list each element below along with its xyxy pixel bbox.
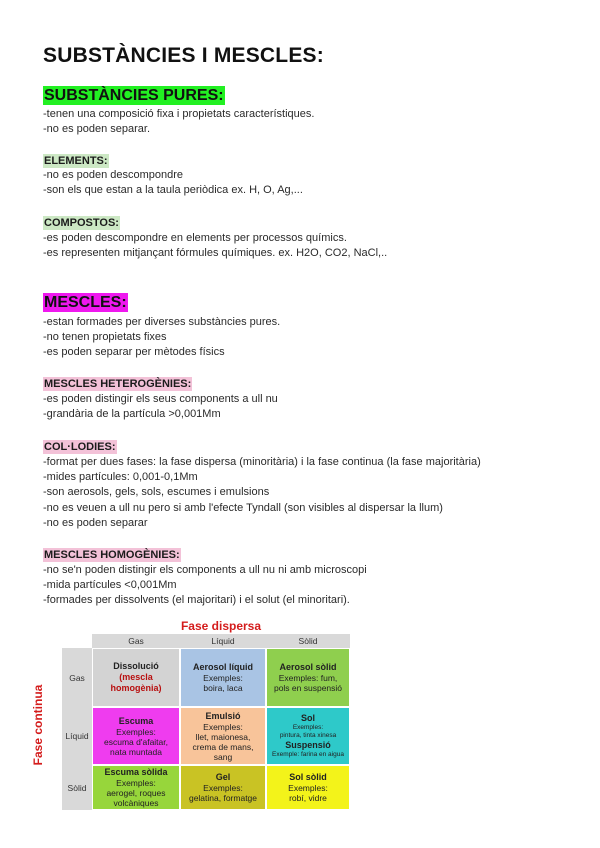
list-item: -es poden separar per mètodes físics — [43, 346, 225, 359]
row-header-liquid: Líquid — [62, 707, 92, 765]
elements-heading: ELEMENTS: — [44, 155, 108, 167]
cell-title: Escuma — [118, 715, 154, 726]
cell-text: escuma d'afaitar, — [104, 736, 168, 747]
list-item: -es poden descompondre en elements per processos químics. — [43, 232, 347, 244]
list-item: -es representen mitjançant fórmules químiques. ex. H2O, CO2, NaCl,.. — [43, 247, 388, 260]
cell-text: Exemples: — [116, 726, 156, 737]
list-item: -no tenen propietats fixes — [43, 331, 167, 344]
cell-title: Sol — [300, 713, 315, 723]
heterogenies-list — [43, 392, 278, 422]
cell-escuma — [92, 707, 180, 765]
list-item: -mides partícules: 0,001-0,1Mm — [43, 471, 198, 484]
cell-title: Sol sòlid — [289, 772, 327, 782]
cell-text: Exemples: — [203, 721, 243, 732]
mescles-list — [43, 315, 280, 361]
cell-title: Gel — [215, 772, 231, 782]
cell-text: volcàniques — [113, 798, 159, 808]
list-item: -no es poden separar. — [43, 123, 151, 136]
cell-dissolucio — [92, 648, 180, 707]
page-title: SUBSTÀNCIES I MESCLES: — [43, 44, 324, 67]
list-item: -es poden distingir els seus components a ull nu — [43, 393, 278, 405]
col-header-gas: Gas — [92, 634, 180, 648]
elements-list — [43, 168, 303, 198]
cell-title: Dissolució — [113, 661, 159, 671]
cell-aerosol-solid — [266, 648, 350, 707]
list-item: -estan formades per diverses substàncies pures. — [43, 316, 281, 328]
cell-emulsio — [180, 707, 266, 765]
row-header-solid: Sòlid — [62, 765, 92, 810]
list-item: -grandària de la partícula >0,001Mm — [43, 408, 221, 421]
cell-escuma-solida — [92, 765, 180, 810]
cell-title: Aerosol sòlid — [279, 662, 337, 672]
cell-text: nata muntada — [110, 746, 162, 757]
heterogenies-heading: MESCLES HETEROGÈNIES: — [44, 378, 192, 390]
homogenies-heading: MESCLES HOMOGÈNIES: — [44, 549, 180, 561]
cell-note: homogènia) — [110, 683, 162, 693]
cell-text: pols en suspensió — [273, 683, 343, 693]
list-item: -no es veuen a ull nu pero si amb l'efecte Tyndall (son visibles al dispersar la llum) — [43, 501, 443, 514]
cell-title: Emulsió — [205, 710, 241, 721]
homogenies-list — [43, 563, 367, 609]
cell-text: aerogel, roques — [106, 788, 166, 798]
col-header-solid: Sòlid — [266, 634, 350, 648]
cell-title: Aerosol líquid — [192, 662, 253, 672]
cell-text: crema de mans, — [192, 741, 254, 752]
compostos-list — [43, 231, 387, 261]
cell-text: robí, vidre — [289, 793, 327, 803]
cell-text: gelatina, formatge — [188, 793, 258, 803]
list-item: -no es poden separar — [43, 516, 148, 529]
cell-gel — [180, 765, 266, 810]
list-item: -mida partícules <0,001Mm — [43, 579, 177, 592]
col-lodies-list — [43, 455, 481, 531]
cell-text: Exemple: farina en aigua — [272, 751, 344, 758]
list-item: -formades per dissolvents (el majoritari) i el solut (el minoritari). — [43, 594, 350, 607]
pures-list — [43, 107, 314, 137]
pures-heading: SUBSTÀNCIES PURES: — [44, 87, 224, 104]
table-row-axis-label: Fase continua — [31, 684, 45, 766]
cell-title: Suspensió — [285, 740, 331, 750]
table-corner — [62, 634, 92, 648]
list-item: -tenen una composició fixa i propietats característiques. — [43, 108, 315, 120]
cell-text: sang — [213, 751, 233, 762]
cell-text: Exemples: — [288, 783, 328, 793]
cell-text: Exemples: — [203, 783, 243, 793]
list-item: -no es poden descompondre — [43, 169, 184, 181]
cell-sol — [266, 707, 350, 765]
cell-title: Escuma sòlida — [104, 767, 168, 777]
list-item: -format per dues fases: la fase dispersa (minoritària) i la fase continua (la fase majoritària) — [43, 456, 481, 468]
cell-text: Exemples: — [203, 673, 243, 683]
col-header-liquid: Líquid — [180, 634, 266, 648]
compostos-heading: COMPOSTOS: — [44, 217, 119, 229]
cell-sol-solid — [266, 765, 350, 810]
col-lodies-heading: COL·LODIES: — [44, 441, 116, 453]
cell-note: (mescla — [119, 672, 153, 682]
cell-text: Exemples: — [292, 724, 324, 731]
cell-text: boira, laca — [203, 683, 243, 693]
mescles-heading: MESCLES: — [44, 294, 127, 311]
cell-text: pintura, tinta xinesa — [279, 732, 337, 739]
row-header-gas: Gas — [62, 648, 92, 707]
cell-text: Exemples: — [116, 778, 156, 788]
cell-aerosol-liquid — [180, 648, 266, 707]
cell-text: llet, maionesa, — [195, 731, 251, 742]
cell-text: Exemples: fum, — [278, 673, 338, 683]
list-item: -son aerosols, gels, sols, escumes i emulsions — [43, 486, 270, 499]
table-title: Fase dispersa — [180, 619, 262, 633]
list-item: -no se'n poden distingir els components a ull nu ni amb microscopi — [43, 564, 367, 576]
list-item: -son els que estan a la taula periòdica ex. H, O, Ag,... — [43, 184, 303, 197]
